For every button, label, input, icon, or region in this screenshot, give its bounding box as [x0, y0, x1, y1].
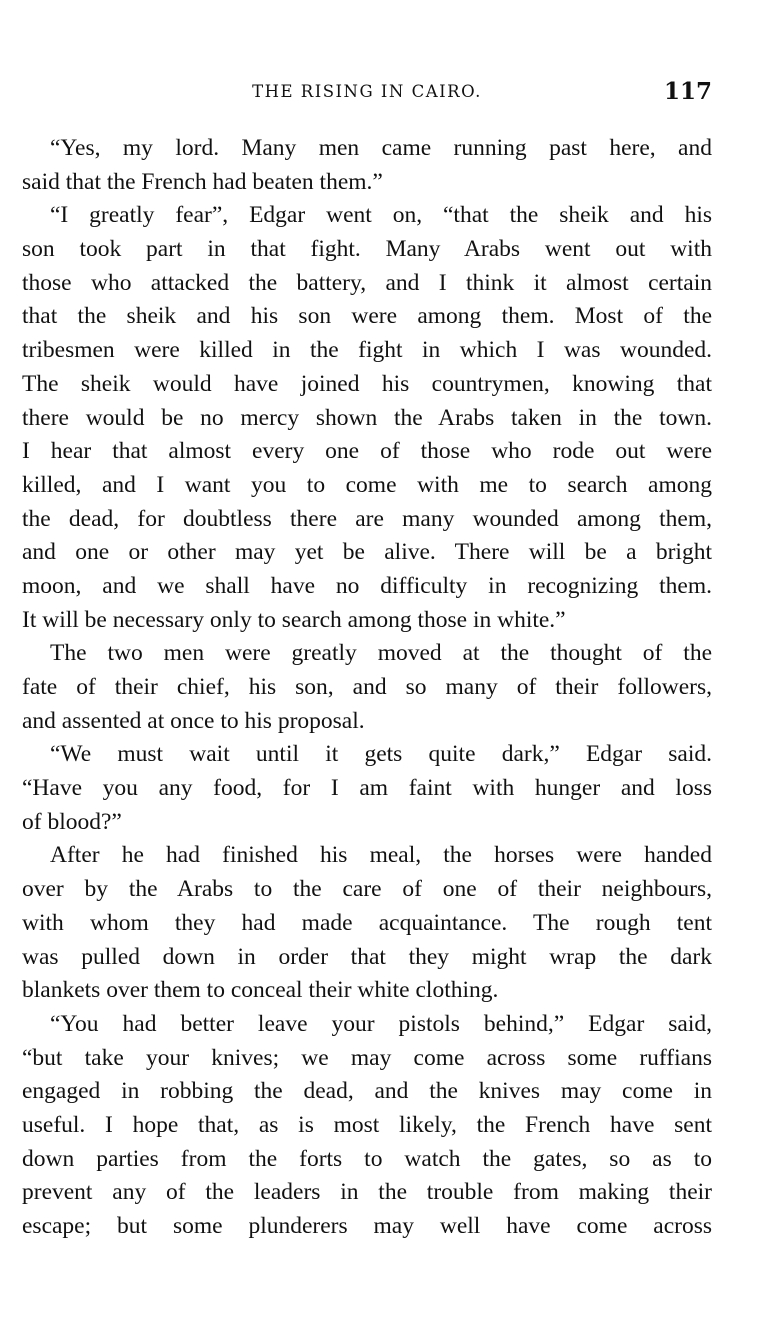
text-line: prevent any of the leaders in the trouble from making their [22, 1179, 712, 1206]
text-line: tribesmen were killed in the fight in which I was wounded. [22, 337, 712, 364]
text-line: “Have you any food, for I am faint with hunger and loss [22, 775, 712, 802]
text-line: “Yes, my lord. Many men came running past here, and [50, 135, 712, 161]
text-line: down parties from the forts to watch the gates, so as to [22, 1145, 712, 1172]
text-line: moon, and we shall have no difficulty in recognizing them. [22, 572, 712, 599]
text-line: fate of their chief, his son, and so many of their followers, [22, 674, 712, 700]
text-line: It will be necessary only to search among those in white.” [22, 606, 566, 633]
text-line: The sheik would have joined his countrymen, knowing that [22, 370, 712, 397]
page-number: 117 [663, 78, 712, 105]
running-head [22, 78, 712, 108]
body-text [22, 132, 712, 1244]
text-line: useful. I hope that, as is most likely, the French have sent [22, 1111, 712, 1138]
text-line: with whom they had made acquaintance. The rough tent [22, 909, 712, 936]
text-line: killed, and I want you to come with me to search among [22, 471, 712, 498]
text-line: son took part in that fight. Many Arabs went out with [22, 236, 712, 263]
text-line: escape; but some plunderers may well have come across [22, 1213, 712, 1239]
text-line: “but take your knives; we may come across some ruffians [22, 1044, 712, 1071]
text-line: engaged in robbing the dead, and the knives may come in [22, 1078, 712, 1105]
text-line: “I greatly fear”, Edgar went on, “that the sheik and his [50, 202, 712, 229]
text-line: that the sheik and his son were among them. Most of the [22, 303, 712, 330]
text-line: I hear that almost every one of those who rode out were [22, 438, 712, 465]
text-line: and one or other may yet be alive. There will be a bright [22, 539, 712, 566]
text-line: “We must wait until it gets quite dark,” Edgar said. [50, 741, 712, 768]
text-line: the dead, for doubtless there are many wounded among them, [22, 505, 712, 532]
text-line: said that the French had beaten them.” [22, 168, 383, 195]
text-line: over by the Arabs to the care of one of their neighbours, [22, 876, 712, 903]
running-title: THE RISING IN CAIRO. [252, 82, 482, 101]
text-line: blankets over them to conceal their white clothing. [22, 977, 499, 1004]
text-line: “You had better leave your pistols behind,” Edgar said, [50, 1010, 712, 1037]
text-line: After he had finished his meal, the horses were handed [50, 842, 712, 869]
text-line: was pulled down in order that they might wrap the dark [22, 943, 712, 970]
text-line: those who attacked the battery, and I think it almost certain [22, 269, 712, 296]
text-line: The two men were greatly moved at the thought of the [50, 640, 712, 667]
text-line: and assented at once to his proposal. [22, 707, 365, 734]
text-line: there would be no mercy shown the Arabs taken in the town. [22, 404, 712, 431]
text-line: of blood?” [22, 808, 122, 835]
